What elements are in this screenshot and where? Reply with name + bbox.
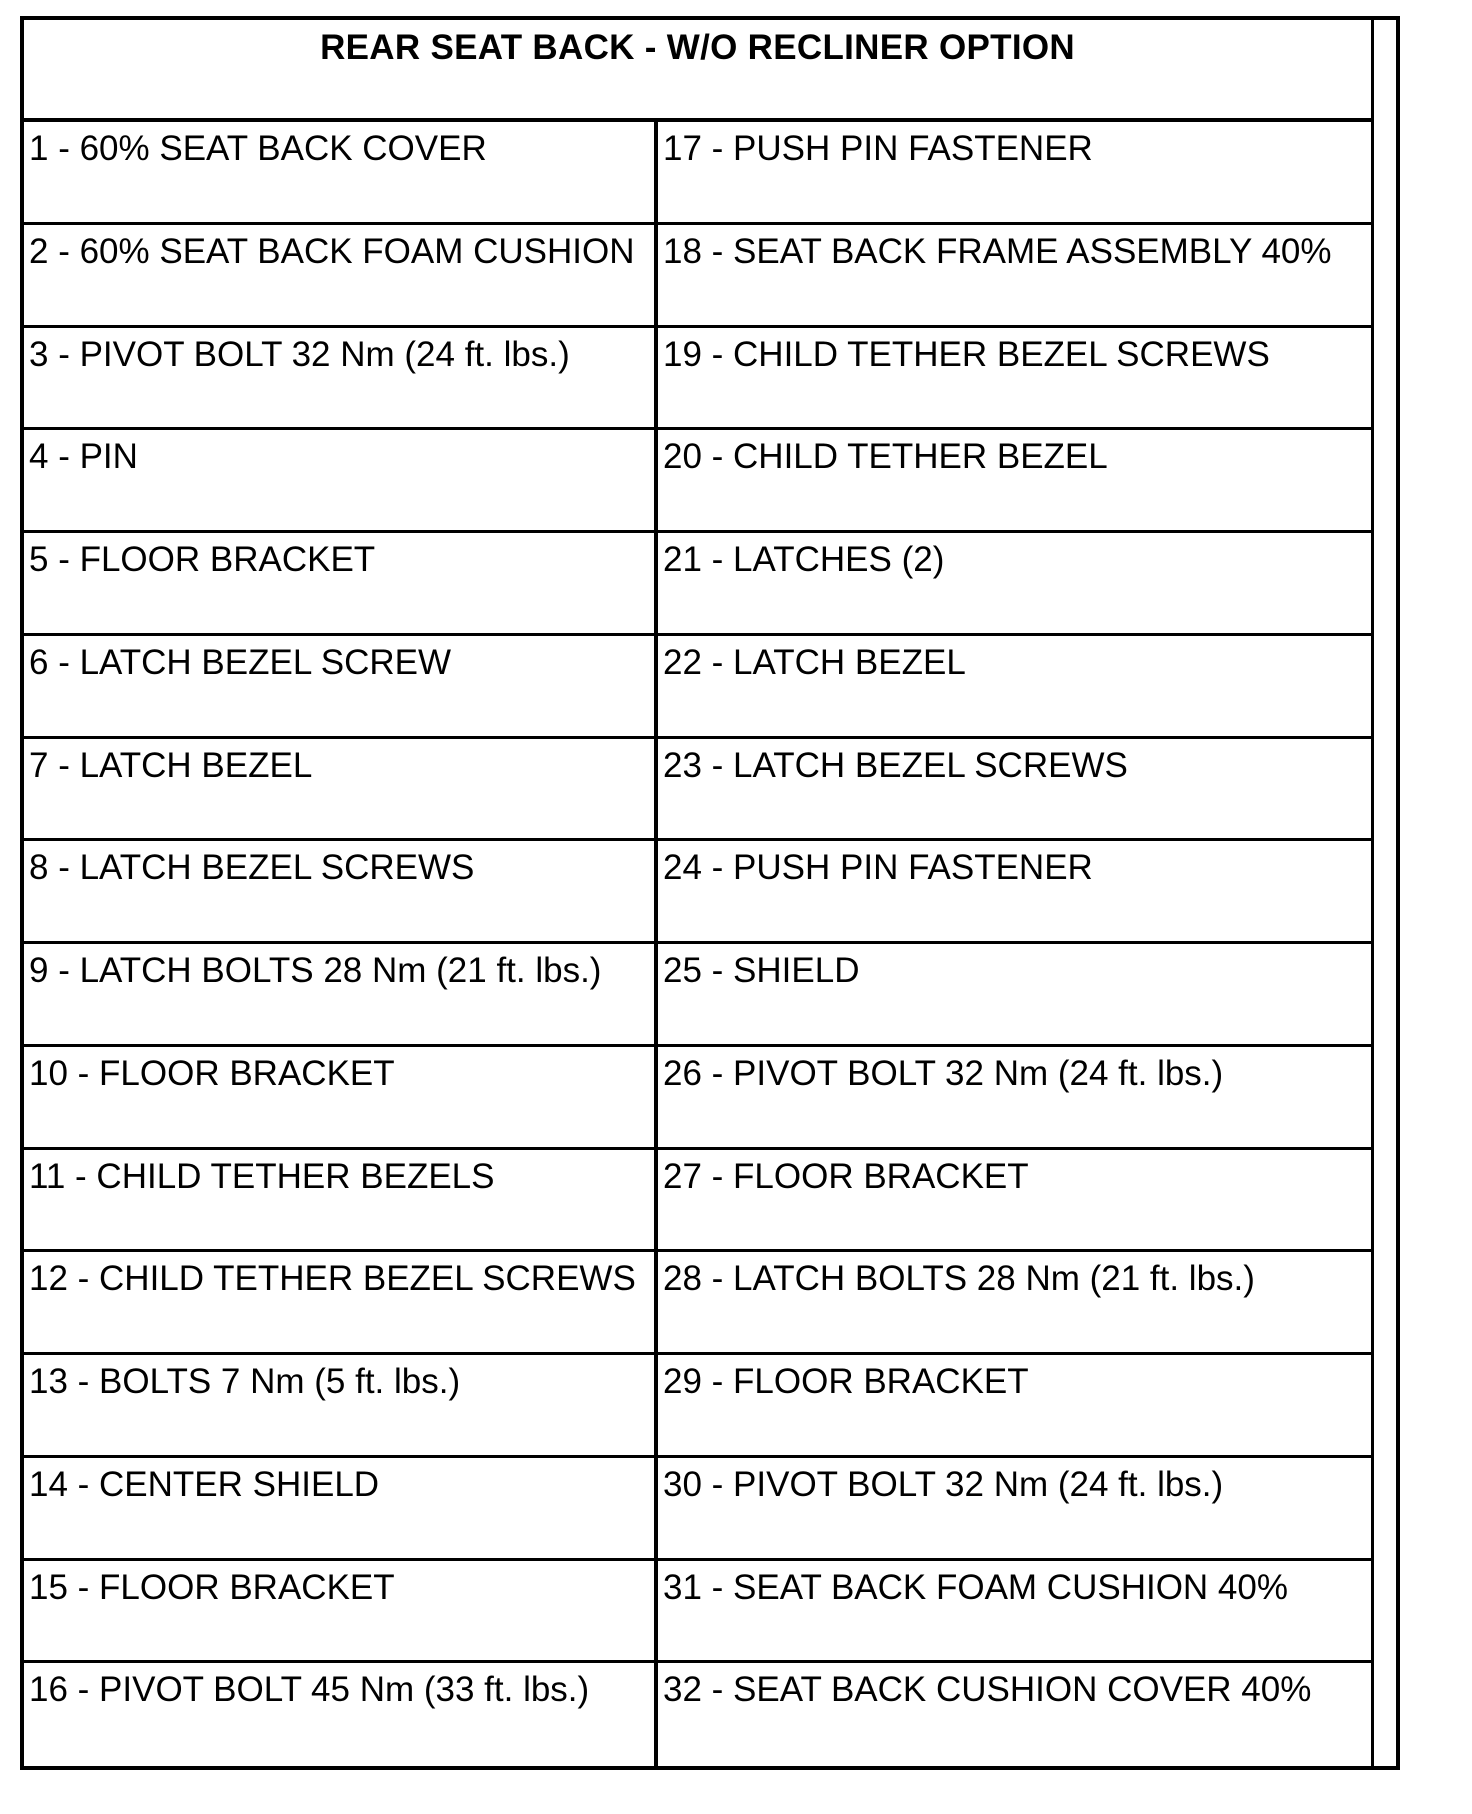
legend-item-right: 30 - PIVOT BOLT 32 Nm (24 ft. lbs.) xyxy=(658,1458,1371,1561)
legend-item-right: 17 - PUSH PIN FASTENER xyxy=(658,122,1371,225)
legend-item-right: 25 - SHIELD xyxy=(658,944,1371,1047)
legend-item-left: 12 - CHILD TETHER BEZEL SCREWS xyxy=(24,1252,658,1355)
legend-item-left: 10 - FLOOR BRACKET xyxy=(24,1047,658,1150)
legend-item-right: 26 - PIVOT BOLT 32 Nm (24 ft. lbs.) xyxy=(658,1047,1371,1150)
legend-item-right: 23 - LATCH BEZEL SCREWS xyxy=(658,739,1371,842)
legend-item-left: 4 - PIN xyxy=(24,430,658,533)
legend-item-right: 32 - SEAT BACK CUSHION COVER 40% xyxy=(663,1670,1312,1710)
legend-item-right: 21 - LATCHES (2) xyxy=(658,533,1371,636)
legend-item-left: 11 - CHILD TETHER BEZELS xyxy=(24,1150,658,1253)
table-right-rail xyxy=(1371,20,1374,1766)
legend-item-right: 31 - SEAT BACK FOAM CUSHION 40% xyxy=(658,1561,1371,1664)
legend-item-right: 19 - CHILD TETHER BEZEL SCREWS xyxy=(658,328,1371,431)
table-title: REAR SEAT BACK - W/O RECLINER OPTION xyxy=(320,28,1075,67)
parts-grid xyxy=(24,122,1371,1766)
legend-item-right: 27 - FLOOR BRACKET xyxy=(658,1150,1371,1253)
legend-item-right: 29 - FLOOR BRACKET xyxy=(658,1355,1371,1458)
legend-item-left: 7 - LATCH BEZEL xyxy=(24,739,658,842)
legend-item-left: 13 - BOLTS 7 Nm (5 ft. lbs.) xyxy=(24,1355,658,1458)
legend-item-left: 14 - CENTER SHIELD xyxy=(24,1458,658,1561)
legend-item-left: 5 - FLOOR BRACKET xyxy=(24,533,658,636)
legend-item-left: 1 - 60% SEAT BACK COVER xyxy=(24,122,658,225)
legend-item-left: 3 - PIVOT BOLT 32 Nm (24 ft. lbs.) xyxy=(24,328,658,431)
legend-item-left: 2 - 60% SEAT BACK FOAM CUSHION xyxy=(24,225,658,328)
legend-item-right: 28 - LATCH BOLTS 28 Nm (21 ft. lbs.) xyxy=(658,1252,1371,1355)
legend-item-left: 6 - LATCH BEZEL SCREW xyxy=(24,636,658,739)
legend-item-right: 18 - SEAT BACK FRAME ASSEMBLY 40% xyxy=(658,225,1371,328)
legend-item-left: 16 - PIVOT BOLT 45 Nm (33 ft. lbs.) xyxy=(24,1663,658,1766)
legend-item-left: 15 - FLOOR BRACKET xyxy=(24,1561,658,1664)
legend-item-right: 24 - PUSH PIN FASTENER xyxy=(658,841,1371,944)
legend-item-right: 20 - CHILD TETHER BEZEL xyxy=(658,430,1371,533)
table-title-row xyxy=(24,20,1371,122)
legend-item-right: 22 - LATCH BEZEL xyxy=(658,636,1371,739)
legend-item-left: 8 - LATCH BEZEL SCREWS xyxy=(24,841,658,944)
legend-item-left: 9 - LATCH BOLTS 28 Nm (21 ft. lbs.) xyxy=(24,944,658,1047)
parts-legend-table xyxy=(20,16,1400,1770)
